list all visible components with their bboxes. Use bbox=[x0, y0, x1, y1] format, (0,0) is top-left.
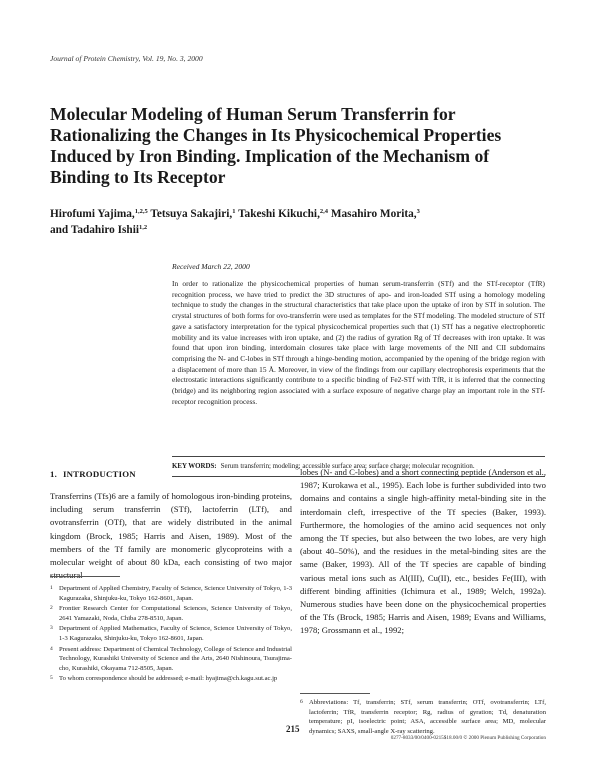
author-name: and Tadahiro Ishii bbox=[50, 224, 139, 236]
footnote-mark: 2 bbox=[50, 605, 53, 612]
author-affiliation: 1 bbox=[232, 208, 236, 215]
footnote-rule bbox=[50, 576, 120, 577]
footnote bbox=[50, 604, 292, 623]
author-affiliation: 2,4 bbox=[319, 208, 329, 215]
affiliation-footnotes bbox=[50, 584, 292, 685]
footnote bbox=[50, 645, 292, 674]
author-affiliation: 1,2,5 bbox=[134, 208, 148, 215]
page-number: 215 bbox=[286, 724, 300, 734]
abbreviations-footnote bbox=[300, 698, 546, 737]
abstract-text: In order to rationalize the physicochemical properties of human serum-transferrin (STf) and the STf-receptor (TfR) recognition process, we have tried to predict the 3D structures of apo- and iron-loaded STf using a homology modeling technique to study the changes in the structural characteristics that take place upon the uptake of iron by STf in solution. The crystal structures of both forms for ovo-transferrin were used as templates for the STf modeling. The modeled structure of STf gave a satisfactory interpretation for the typical physicochemical properties such that (1) STf has a negative electrophoretic mobility and its value increases with iron uptake, and (2) the radius of gyration Rg of Tf decreases with iron uptake. It was found that upon iron binding, interdomain closures take place with large movements of the NII and CII subdomains comprising the N- and C-lobes in STf through a hinge-bending motion, accompanied by the opening of the bridge region with a displacement of more than 15 Å. Moreover, in view of the findings from our capillary electrophoresis experiments that the electrostatic interactions significantly contribute to a specific binding of Fe2-STf with TfR, it is inferred that the connecting (bridge) and its neighboring region associated with a surface exposure of negative charge play an important role in the STf-receptor recognition process. bbox=[172, 279, 545, 406]
footnote-text: Present address: Department of Chemical Technology, College of Science and Industrial Technology, Kurashiki University of Science and the Arts, 2640 Nishinoura, Tsurajima-cho, Kurashiki, Okayama 712-8505, Japan. bbox=[59, 645, 292, 672]
author-list bbox=[50, 206, 510, 238]
footnote-mark: 4 bbox=[50, 645, 53, 652]
footnote-mark: 3 bbox=[50, 625, 53, 632]
footnote-mark: 5 bbox=[50, 675, 53, 682]
article-title: Molecular Modeling of Human Serum Transferrin for Rationalizing the Changes in Its Physicochemical Properties Induced by Iron Binding. Implication of the Mechanism of Binding to Its Receptor bbox=[50, 104, 502, 187]
keywords-top-rule bbox=[172, 456, 545, 457]
author-affiliation: 3 bbox=[416, 208, 420, 215]
footnote-text: Frontier Research Center for Computational Sciences, Science University of Tokyo, 2641 Yamazaki, Noda, Chiba 278-8510, Japan. bbox=[59, 605, 292, 622]
footnote-text: Abbreviations: Tf, transferrin; STf, serum transferrin; OTf, ovotransferrin; LTf, lactoferrin; TfR, transferrin receptor; Rg, radius of gyration; Td, denaturation temperature; pI, isoelectric point; ASA, accessible surface area; MD, molecular dynamics; SAXS, small-angle X-ray scattering. bbox=[309, 699, 546, 735]
footnote bbox=[50, 674, 292, 684]
keywords-label: KEY WORDS: bbox=[172, 463, 217, 470]
footnote-rule bbox=[300, 693, 370, 694]
section-number: 1. bbox=[50, 469, 57, 479]
copyright-line: 0277-8033/00/0400-0215$18.00/0 © 2000 Plenum Publishing Corporation bbox=[390, 735, 546, 741]
keywords-text: Serum transferrin; modeling; accessible surface area; surface charge; molecular recognition. bbox=[220, 463, 475, 470]
footnote-text: Department of Applied Chemistry, Faculty of Science, Science University of Tokyo, 1-3 Kagurazaka, Shinjuku-ku, Tokyo 162-8601, Japan. bbox=[59, 585, 292, 602]
received-date: Received March 22, 2000 bbox=[172, 262, 250, 271]
intro-paragraph-right: lobes (N- and C-lobes) and a short connecting peptide (Anderson et al., 1987; Kurokawa et al., 1995). Each lobe is further subdivided into two domains and contains a single high-affinity metal-binding site in the interdomain cleft, irrespective of the Tf species (Baker, 1993). Furthermore, the homologies of the amino acid sequences not only among the Tf species, but also between the two lobes, are very high (about 40–50%), and the residues in the metal-binding sites are the same (Baker, 1993). All of the Tf species are capable of binding various metal ions such as Al(III), Cu(II), etc., besides Fe(III), with different binding affinities (Ichimura et al., 1989; Welch, 1992a). Numerous studies have been done on the physicochemical properties of the Tfs (Brock, 1985; Harris and Aisen, 1989; Evans and Williams, 1978; Grossmann et al., 1992; bbox=[300, 467, 546, 636]
author-name: Tetsuya Sakajiri, bbox=[150, 208, 233, 220]
author-name: Takeshi Kikuchi, bbox=[238, 208, 320, 220]
footnote-text: To whom correspondence should be addressed; e-mail: hyajima@ch.kagu.sut.ac.jp bbox=[59, 675, 278, 683]
author-name: Hirofumi Yajima, bbox=[50, 208, 135, 220]
footnote-mark: 6 bbox=[300, 699, 303, 705]
footnote bbox=[300, 698, 546, 736]
journal-citation: Journal of Protein Chemistry, Vol. 19, No. 3, 2000 bbox=[50, 54, 203, 63]
footnote bbox=[50, 624, 292, 643]
footnote-mark: 1 bbox=[50, 585, 53, 591]
author-name: Masahiro Morita, bbox=[330, 208, 417, 220]
author-affiliation: 1,2 bbox=[138, 224, 148, 231]
footnote bbox=[50, 584, 292, 603]
intro-paragraph-left: Transferrins (Tfs)6 are a family of homologous iron-binding proteins, including serum transferrin (STf), lactoferrin (LTf), and ovotransferrin (OTf), that are widely distributed in the animal kingdom (Brock, 1985; Harris and Aisen, 1989). Most of the members of the Tf family are monomeric glycoproteins with a molecular weight of about 80 kDa, each consisting of two major structural bbox=[50, 491, 292, 581]
section-title: INTRODUCTION bbox=[63, 469, 136, 479]
footnote-text: Department of Applied Mathematics, Faculty of Science, Science University of Tokyo, 1-3 Kagurazaka, Shinjuku-ku, Tokyo 162-8601, Japan. bbox=[59, 625, 292, 642]
section-heading bbox=[50, 469, 136, 479]
